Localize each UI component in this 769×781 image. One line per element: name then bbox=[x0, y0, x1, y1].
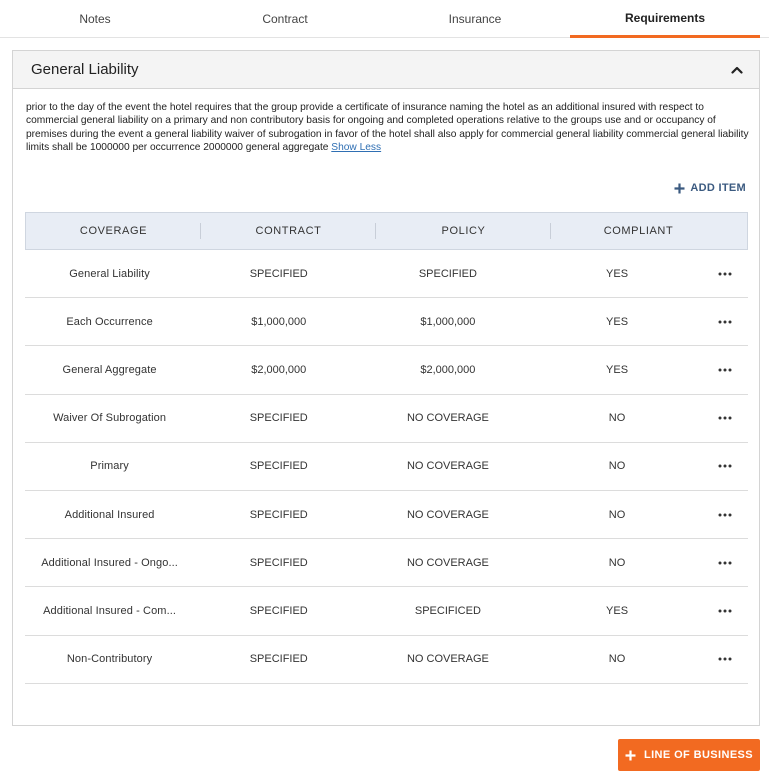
show-less-link[interactable]: Show Less bbox=[331, 142, 382, 154]
contract-cell: SPECIFIED bbox=[249, 653, 308, 666]
more-options-icon[interactable] bbox=[702, 561, 748, 565]
more-options-icon[interactable] bbox=[702, 657, 748, 661]
coverage-cell: General Aggregate bbox=[62, 363, 157, 376]
tab-insurance[interactable]: Insurance bbox=[448, 12, 502, 26]
compliant-cell: YES bbox=[606, 267, 629, 280]
policy-cell: NO COVERAGE bbox=[406, 653, 489, 666]
policy-cell: NO COVERAGE bbox=[406, 460, 489, 473]
tab-bar bbox=[0, 0, 769, 38]
table-body bbox=[25, 250, 748, 684]
compliant-cell: YES bbox=[606, 604, 629, 617]
tab-notes[interactable]: Notes bbox=[79, 12, 111, 26]
table-row[interactable] bbox=[25, 250, 748, 298]
more-options-icon[interactable] bbox=[702, 320, 748, 324]
more-options-icon[interactable] bbox=[702, 416, 748, 420]
general-liability-panel bbox=[12, 50, 760, 726]
compliant-cell: NO bbox=[608, 653, 626, 666]
table-header bbox=[25, 212, 748, 250]
coverage-cell: Additional Insured - Ongo... bbox=[41, 556, 178, 569]
policy-cell: NO COVERAGE bbox=[406, 508, 489, 521]
coverage-cell: Each Occurrence bbox=[66, 315, 153, 328]
compliant-cell: NO bbox=[608, 412, 626, 425]
coverage-cell: Non-Contributory bbox=[66, 653, 153, 666]
more-options-icon[interactable] bbox=[702, 368, 748, 372]
coverage-cell: General Liability bbox=[69, 267, 150, 280]
coverage-cell: Waiver Of Subrogation bbox=[53, 412, 167, 425]
table-row[interactable] bbox=[25, 298, 748, 346]
panel-header[interactable] bbox=[13, 51, 759, 89]
policy-cell: $2,000,000 bbox=[420, 363, 476, 376]
table-row[interactable] bbox=[25, 636, 748, 684]
description-text: prior to the day of the event the hotel requires that the group provide a certificate of insurance naming the hotel as an additional insured with respect to commercial general liability on a primary and non contributory basis for ongoing and completed operations relative to the groups use and or occupancy of premises during the event a general liability waiver of subrogation in favor of the hotel shall also apply for commercial general liability commercial general liability limits shall be 1000000 per occurrence 2000000 general aggregate bbox=[26, 102, 749, 154]
table-row[interactable] bbox=[25, 395, 748, 443]
compliant-cell: NO bbox=[608, 556, 626, 569]
table-row[interactable] bbox=[25, 346, 748, 394]
plus-icon bbox=[674, 183, 685, 194]
table-row[interactable] bbox=[25, 587, 748, 635]
compliant-cell: YES bbox=[606, 315, 629, 328]
contract-cell: SPECIFIED bbox=[249, 604, 308, 617]
contract-cell: SPECIFIED bbox=[249, 556, 308, 569]
policy-cell: NO COVERAGE bbox=[406, 556, 489, 569]
policy-cell: SPECIFICED bbox=[414, 604, 481, 617]
policy-cell: SPECIFIED bbox=[418, 267, 477, 280]
more-options-icon[interactable] bbox=[702, 272, 748, 276]
header-contract[interactable]: CONTRACT bbox=[201, 225, 376, 237]
coverage-cell: Additional Insured - Com... bbox=[43, 604, 177, 617]
requirement-description bbox=[26, 101, 754, 155]
line-of-business-button[interactable] bbox=[618, 739, 760, 771]
tab-requirements[interactable]: Requirements bbox=[570, 0, 760, 38]
add-item-label: ADD ITEM bbox=[690, 182, 746, 194]
contract-cell: SPECIFIED bbox=[249, 412, 308, 425]
contract-cell: $1,000,000 bbox=[251, 315, 307, 328]
contract-cell: SPECIFIED bbox=[249, 460, 308, 473]
compliant-cell: YES bbox=[606, 363, 629, 376]
table-row[interactable] bbox=[25, 443, 748, 491]
header-coverage[interactable]: COVERAGE bbox=[26, 225, 201, 237]
contract-cell: SPECIFIED bbox=[249, 508, 308, 521]
coverage-table bbox=[25, 212, 748, 684]
more-options-icon[interactable] bbox=[702, 464, 748, 468]
more-options-icon[interactable] bbox=[702, 513, 748, 517]
plus-icon bbox=[625, 750, 636, 761]
header-compliant[interactable]: COMPLIANT bbox=[603, 225, 674, 237]
policy-cell: $1,000,000 bbox=[420, 315, 476, 328]
header-policy[interactable]: POLICY bbox=[376, 225, 551, 237]
coverage-cell: Primary bbox=[90, 460, 129, 473]
tab-contract[interactable]: Contract bbox=[262, 12, 308, 26]
table-row[interactable] bbox=[25, 491, 748, 539]
chevron-up-icon[interactable] bbox=[729, 62, 745, 78]
table-row[interactable] bbox=[25, 539, 748, 587]
add-item-button[interactable] bbox=[674, 182, 746, 194]
coverage-cell: Additional Insured bbox=[64, 508, 155, 521]
more-options-icon[interactable] bbox=[702, 609, 748, 613]
panel-title: General Liability bbox=[31, 61, 139, 78]
compliant-cell: NO bbox=[608, 508, 626, 521]
compliant-cell: NO bbox=[608, 460, 626, 473]
contract-cell: SPECIFIED bbox=[249, 267, 308, 280]
policy-cell: NO COVERAGE bbox=[406, 412, 489, 425]
contract-cell: $2,000,000 bbox=[251, 363, 307, 376]
line-of-business-label: LINE OF BUSINESS bbox=[643, 749, 754, 761]
